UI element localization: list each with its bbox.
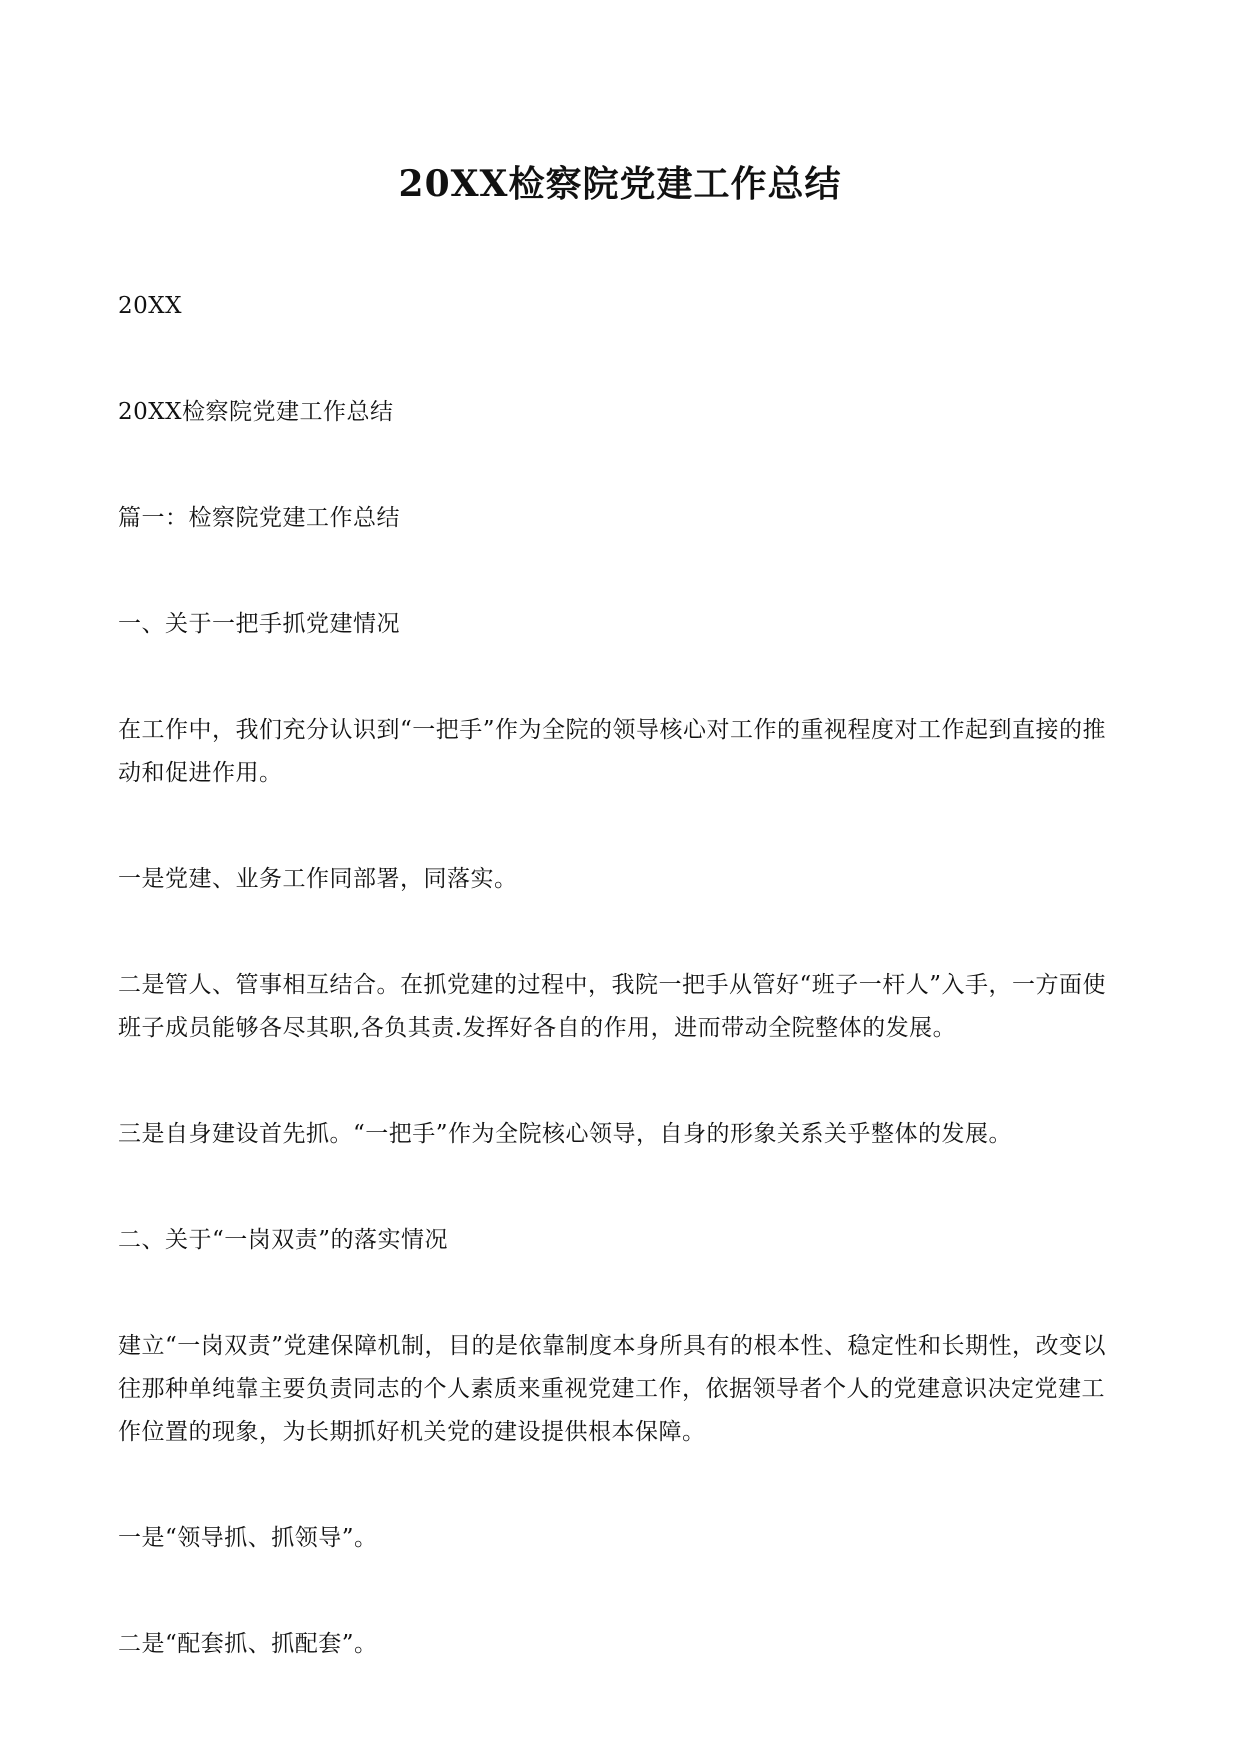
document-body (118, 285, 1128, 1729)
paragraph-point: 二是“配套抓、抓配套”。 (118, 1631, 378, 1657)
paragraph-point: 二是管人、管事相互结合。在抓党建的过程中，我院一把手从管好“班子一杆人”入手，一方面使班子成员能够各尽其职,各负其责.发挥好各自的作用，进而带动全院整体的发展。 (118, 972, 1107, 1041)
paragraph-chapter-heading: 篇一：检察院党建工作总结 (118, 505, 400, 531)
paragraph-body: 建立“一岗双责”党建保障机制，目的是依靠制度本身所具有的根本性、稳定性和长期性，改变以往那种单纯靠主要负责同志的个人素质来重视党建工作，依据领导者个人的党建意识决定党建工作位置的现象，为长期抓好机关党的建设提供根本保障。 (118, 1333, 1107, 1445)
section-heading-1: 一、关于一把手抓党建情况 (118, 611, 400, 637)
section-heading-2: 二、关于“一岗双责”的落实情况 (118, 1227, 449, 1253)
paragraph-point: 一是“领导抓、抓领导”。 (118, 1525, 378, 1551)
paragraph-subtitle: 20XX检察院党建工作总结 (118, 399, 394, 425)
paragraph-point: 三是自身建设首先抓。“一把手”作为全院核心领导，自身的形象关系关乎整体的发展。 (118, 1121, 1013, 1147)
paragraph-body: 在工作中，我们充分认识到“一把手”作为全院的领导核心对工作的重视程度对工作起到直接的推动和促进作用。 (118, 717, 1107, 786)
paragraph-point: 一是党建、业务工作同部署，同落实。 (118, 866, 518, 892)
paragraph-year: 20XX (118, 293, 183, 319)
document-title: 20XX检察院党建工作总结 (398, 163, 842, 205)
